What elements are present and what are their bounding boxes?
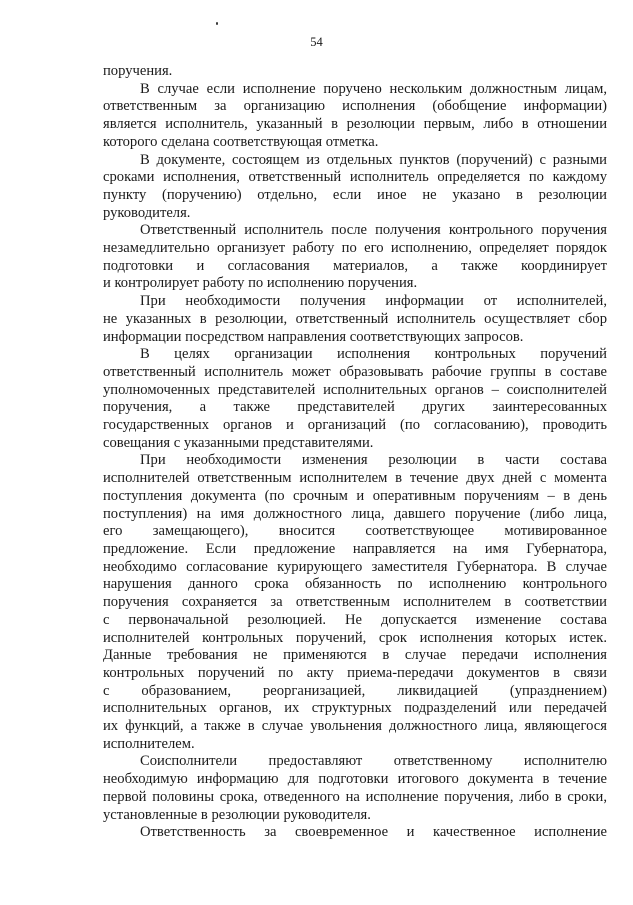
text-line: их функций, а также в случае увольнения должностного лица, являющегося [103, 718, 607, 735]
text-line: с первоначальной резолюцией. Не допускается изменение состава [103, 611, 607, 628]
text-line: поступления) на имя должностного лица, давшего поручение (либо лица, [103, 505, 607, 522]
text-line: исполнителей контрольных поручений, срок исполнения которых истек. [103, 629, 607, 646]
text-line: с образованием, реорганизацией, ликвидацией (упразднением) [103, 682, 607, 699]
text-line: необходимую информацию для подготовки итогового документа в течение [103, 771, 607, 788]
text-line: При необходимости получения информации от исполнителей, [140, 293, 607, 310]
text-line: установленные в резолюции руководителя. [103, 806, 371, 823]
text-line: нарушения данного срока обязанность по исполнению контрольного [103, 576, 607, 593]
text-line: не указанных в резолюции, ответственный исполнитель осуществляет сбор [103, 310, 607, 327]
document-body [103, 63, 607, 842]
text-line: исполнительных органов, их структурных подразделений или передачей [103, 700, 607, 717]
text-line: руководителя. [103, 204, 191, 221]
text-line: пункту (поручению) отдельно, если иное не указано в резолюции [103, 186, 607, 203]
text-line: необходимо согласование курирующего заместителя Губернатора. В случае [103, 558, 607, 575]
text-line: государственных органов и организаций (по согласованию), проводить [103, 417, 607, 434]
text-line: незамедлительно организует работу по его исполнению, определяет порядок [103, 240, 607, 257]
text-line: Данные требования не применяются в случае передачи исполнения [103, 647, 607, 664]
text-line: ответственный исполнитель может образовывать рабочие группы в составе [103, 363, 607, 380]
text-line: исполнителей ответственным исполнителем в течение двух дней с момента [103, 470, 607, 487]
text-line: которого сделана соответствующая отметка. [103, 133, 379, 150]
text-line: уполномоченных представителей исполнительных органов – соисполнителей [103, 381, 607, 398]
text-line: ответственным за организацию исполнения (обобщение информации) [103, 98, 607, 115]
text-line: информации посредством направления соответствующих запросов. [103, 328, 524, 345]
text-line: его замещающего), вносится соответствующее мотивированное [103, 523, 607, 540]
text-line: поручения, а также представителей других заинтересованных [103, 399, 607, 416]
text-line: Соисполнители предоставляют ответственному исполнителю [140, 753, 607, 770]
text-line: В целях организации исполнения контрольных поручений [140, 346, 607, 363]
text-line: поступления документа (по срочным и оперативным поручениям – в день [103, 487, 607, 504]
text-line: Ответственность за своевременное и качественное исполнение [140, 824, 607, 841]
text-line: подготовки и согласования материалов, а также координирует [103, 257, 607, 274]
text-line: сроками исполнения, ответственный исполнитель определяется по каждому [103, 169, 607, 186]
text-line: В документе, состоящем из отдельных пунктов (поручений) с разными [140, 151, 607, 168]
text-line: и контролирует работу по исполнению поручения. [103, 275, 418, 292]
text-line: первой половины срока, отведенного на исполнение поручения, либо в сроки, [103, 788, 607, 805]
text-line: исполнителем. [103, 735, 195, 752]
text-line: поручения сохраняется за ответственным исполнителем в соответствии [103, 594, 607, 611]
text-line: совещания с указанными представителями. [103, 434, 374, 451]
text-line: контрольных поручений по акту приема-передачи документов в связи [103, 664, 607, 681]
text-line: В случае если исполнение поручено нескольким должностным лицам, [140, 80, 607, 97]
text-line: поручения. [103, 63, 173, 79]
text-line: При необходимости изменения резолюции в части состава [140, 452, 607, 469]
text-line: предложение. Если предложение направляется на имя Губернатора, [103, 540, 607, 557]
scan-speck [216, 22, 218, 25]
text-line: является исполнитель, указанный в резолюции первым, либо в отношении [103, 116, 607, 133]
page-number: 54 [310, 35, 323, 49]
text-line: Ответственный исполнитель после получения контрольного поручения [140, 222, 607, 239]
